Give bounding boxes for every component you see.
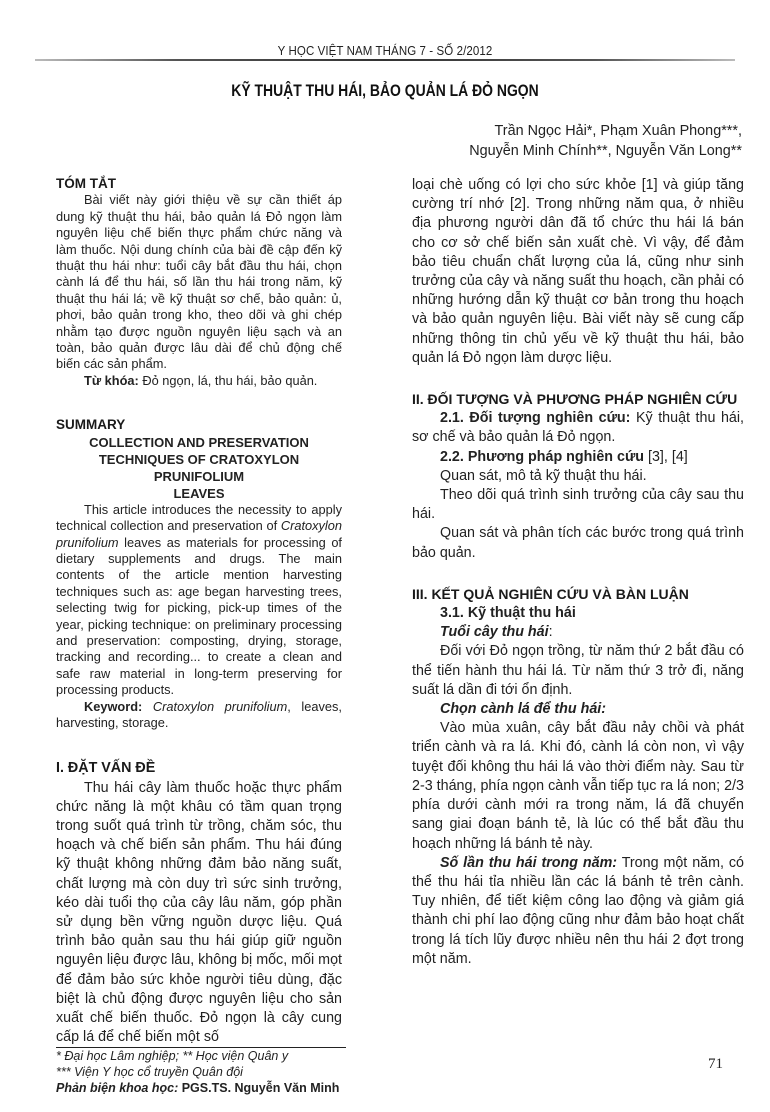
- right-column: [412, 176, 744, 969]
- keywords-label: Từ khóa:: [84, 372, 139, 388]
- species-name: Cratoxylon prunifolium: [152, 698, 288, 714]
- abstract-vi-heading: TÓM TẮT: [56, 176, 116, 191]
- section-1-continuation: loại chè uống có lợi cho sức khỏe [1] và giúp tăng cường trí nhớ [2]. Trong những năm qua, ở nhiều địa phương người dân đã tổ chức thu hái lá bán cho cơ sở chế biến sản xuất chè. Vì vậy, để đảm bảo tiêu chuẩn chất lượng của lá, cũng như sinh trưởng của cây và năng suất thu hoạch, cần phải có những hướng dẫn kỹ thuật cơ bản trong thu hoạch và bảo quản nguyên liệu. Bài viết này sẽ cung cấp những thông tin chủ yếu về kỹ thuật thu hái, bảo quản lá Đỏ ngọn làm dược liệu.: [412, 177, 744, 366]
- method-paragraph: Quan sát, mô tả kỹ thuật thu hái.: [440, 467, 647, 484]
- subsection-label: 2.2. Phương pháp nghiên cứu: [440, 448, 645, 465]
- footnote-affiliation: * Đại học Lâm nghiệp; ** Học viện Quân y: [56, 1049, 289, 1064]
- subsection-text: Kỹ thuật thu hái, sơ chế và bảo quản lá Đỏ ngọn.: [412, 410, 744, 446]
- section-2-heading: II. ĐỐI TƯỢNG VÀ PHƯƠNG PHÁP NGHIÊN CỨU: [412, 391, 738, 408]
- method-paragraph: Theo dõi quá trình sinh trưởng của cây sau thu hái.: [412, 487, 744, 523]
- keywords-label: Keyword:: [84, 698, 143, 714]
- abstract-en-text: leaves as materials for processing of dietary supplements and drugs. The main contents of the article mention harvesting techniques such as: age began harvesting trees, selecting twig for picking, pick-up times of the year, picking technique: on preliminary processing and preservation: composting, drying, storage, tracking and recording... to create a clean and safe raw material in long-term preserving for processing products.: [56, 534, 342, 698]
- author-line: Nguyễn Minh Chính**, Nguyễn Văn Long**: [469, 143, 742, 159]
- header-rule: [35, 59, 735, 61]
- paper-title: KỸ THUẬT THU HÁI, BẢO QUẢN LÁ ĐỎ NGỌN: [231, 81, 539, 100]
- reviewer-label: Phản biện khoa học:: [56, 1081, 179, 1096]
- abstract-en-heading: SUMMARY: [56, 417, 126, 433]
- times-text: Trong một năm, có thể thu hái tỉa nhiều lần các lá bánh tẻ trên cành. Tuy nhiên, để tiết kiệm công lao động và giảm giá thành chi phí lao động cũng như đảm bảo hoạt chất trong lá tích lũy được nhiều nên thu hái 2 đợt trong một năm.: [412, 854, 744, 967]
- subsection-label: 3.1. Kỹ thuật thu hái: [440, 605, 576, 622]
- branch-label-line: [412, 700, 744, 719]
- abstract-en-keywords: [56, 699, 342, 732]
- author-line: Trần Ngọc Hải*, Phạm Xuân Phong***,: [494, 123, 742, 139]
- branch-paragraph: Vào mùa xuân, cây bắt đầu nảy chồi và phát triển cành và ra lá. Khi đó, cành lá còn non, vì vậy tuyệt đối không thu hái lá vào thời điểm này. Sau từ 2-3 tháng, phía ngọn cành vẫn tiếp tục ra lá non; 2/3 phía dưới cành mới ra trong năm, lá đã chuyển sang giai đoạn bánh tẻ, là lúc có thể bắt đầu thu hoạch những lá bánh tẻ này.: [412, 720, 744, 852]
- abstract-vi-body: Bài viết này giới thiệu về sự cần thiết áp dung kỹ thuật thu hái, bảo quản lá Đỏ ngọn làm nguyên liệu chế biến thực phẩm chức năng và làm thuốc. Nội dung chính của bài đề cập đến kỹ thuật thu hái như: tuổi cây bắt đầu thu hái, chọn cành lá để thu hái, số lần thu hái trong năm, kỹ thuật thu hái lá; về kỹ thuật sơ chế, bảo quản: ủ, phơi, bảo quản trong kho, theo dõi và ghi chép nhằm tạo được nguồn nguyên liệu sạch và an toàn, bảo quản được lâu dài để chủ động chế biến các sản phẩm.: [56, 192, 342, 372]
- times-label: Số lần thu hái trong năm:: [440, 854, 618, 871]
- summary-title-line: LEAVES: [173, 485, 225, 501]
- section-3-1: [412, 604, 744, 623]
- times-paragraph: [412, 854, 744, 969]
- summary-title-line: TECHNIQUES OF CRATOXYLON PRUNIFOLIUM: [98, 451, 300, 484]
- running-header: Y HỌC VIỆT NAM THÁNG 7 - SỐ 2/2012: [277, 44, 493, 58]
- section-1-heading: I. ĐẶT VẤN ĐỀ: [56, 760, 156, 777]
- branch-label: Chọn cành lá để thu hái:: [440, 701, 607, 718]
- age-colon: :: [548, 624, 553, 641]
- summary-title: [56, 434, 342, 502]
- species-name: Cratoxylon prunifolium: [56, 518, 342, 550]
- subsection-refs: [3], [4]: [644, 448, 688, 465]
- keywords-text: Đỏ ngọn, lá, thu hái, bảo quản.: [138, 372, 318, 388]
- abstract-en-text: This article introduces the necessity to apply technical collection and preservation of: [56, 501, 342, 534]
- section-1-body: Thu hái cây làm thuốc hoặc thực phẩm chức năng là một khâu có tầm quan trọng trong suốt quá trình từ trồng, chăm sóc, thu hoạch và chế biến sản phẩm. Thu hái đúng kỹ thuật không những đảm bảo năng suất, chất lượng mà còn duy trì sức sinh trưởng, kéo dài tuổi thọ của cây lâu năm, góp phần sử dụng bền vững nguồn dược liệu. Quá trình bảo quản sau thu hái giúp giữ nguồn nguyên liệu được lâu, không bị mốc, mối mọt để đảm bảo sức khỏe người tiêu dùng, đặc biệt là chủ động được nguyên liệu cho sản xuất chế biến thuốc. Đỏ ngọn là cây cung cấp lá để chế biến một số: [56, 779, 342, 1046]
- section-2-1: [412, 409, 744, 447]
- summary-title-line: COLLECTION AND PRESERVATION: [89, 434, 309, 450]
- footnote-reviewer: [56, 1080, 342, 1096]
- left-column: [56, 176, 342, 1096]
- reviewer-name: PGS.TS. Nguyễn Văn Minh: [178, 1081, 340, 1096]
- section-3-heading: III. KẾT QUẢ NGHIÊN CỨU VÀ BÀN LUẬN: [412, 585, 689, 602]
- footnotes: [56, 1048, 342, 1096]
- age-paragraph: Đối với Đỏ ngọn trồng, từ năm thứ 2 bắt đầu có thể tiến hành thu hái lá. Từ năm thứ 3 trở đi, năng suất lá dần đi tới ổn định.: [412, 643, 744, 698]
- subsection-label: 2.1. Đối tượng nghiên cứu:: [440, 410, 631, 427]
- page-number: 71: [708, 1056, 723, 1072]
- method-paragraph: Quan sát và phân tích các bước trong quá trình bảo quản.: [412, 525, 744, 561]
- footnote-affiliation: *** Viện Y học cổ truyền Quân đội: [56, 1065, 243, 1080]
- author-list: [469, 121, 742, 161]
- keywords-text: , leaves, harvesting, storage.: [56, 698, 342, 730]
- age-label: Tuổi cây thu hái: [440, 624, 549, 641]
- section-2-2: [412, 448, 744, 467]
- age-label-line: [412, 623, 744, 642]
- abstract-vi-keywords: [56, 373, 342, 389]
- abstract-en-body: [56, 502, 342, 699]
